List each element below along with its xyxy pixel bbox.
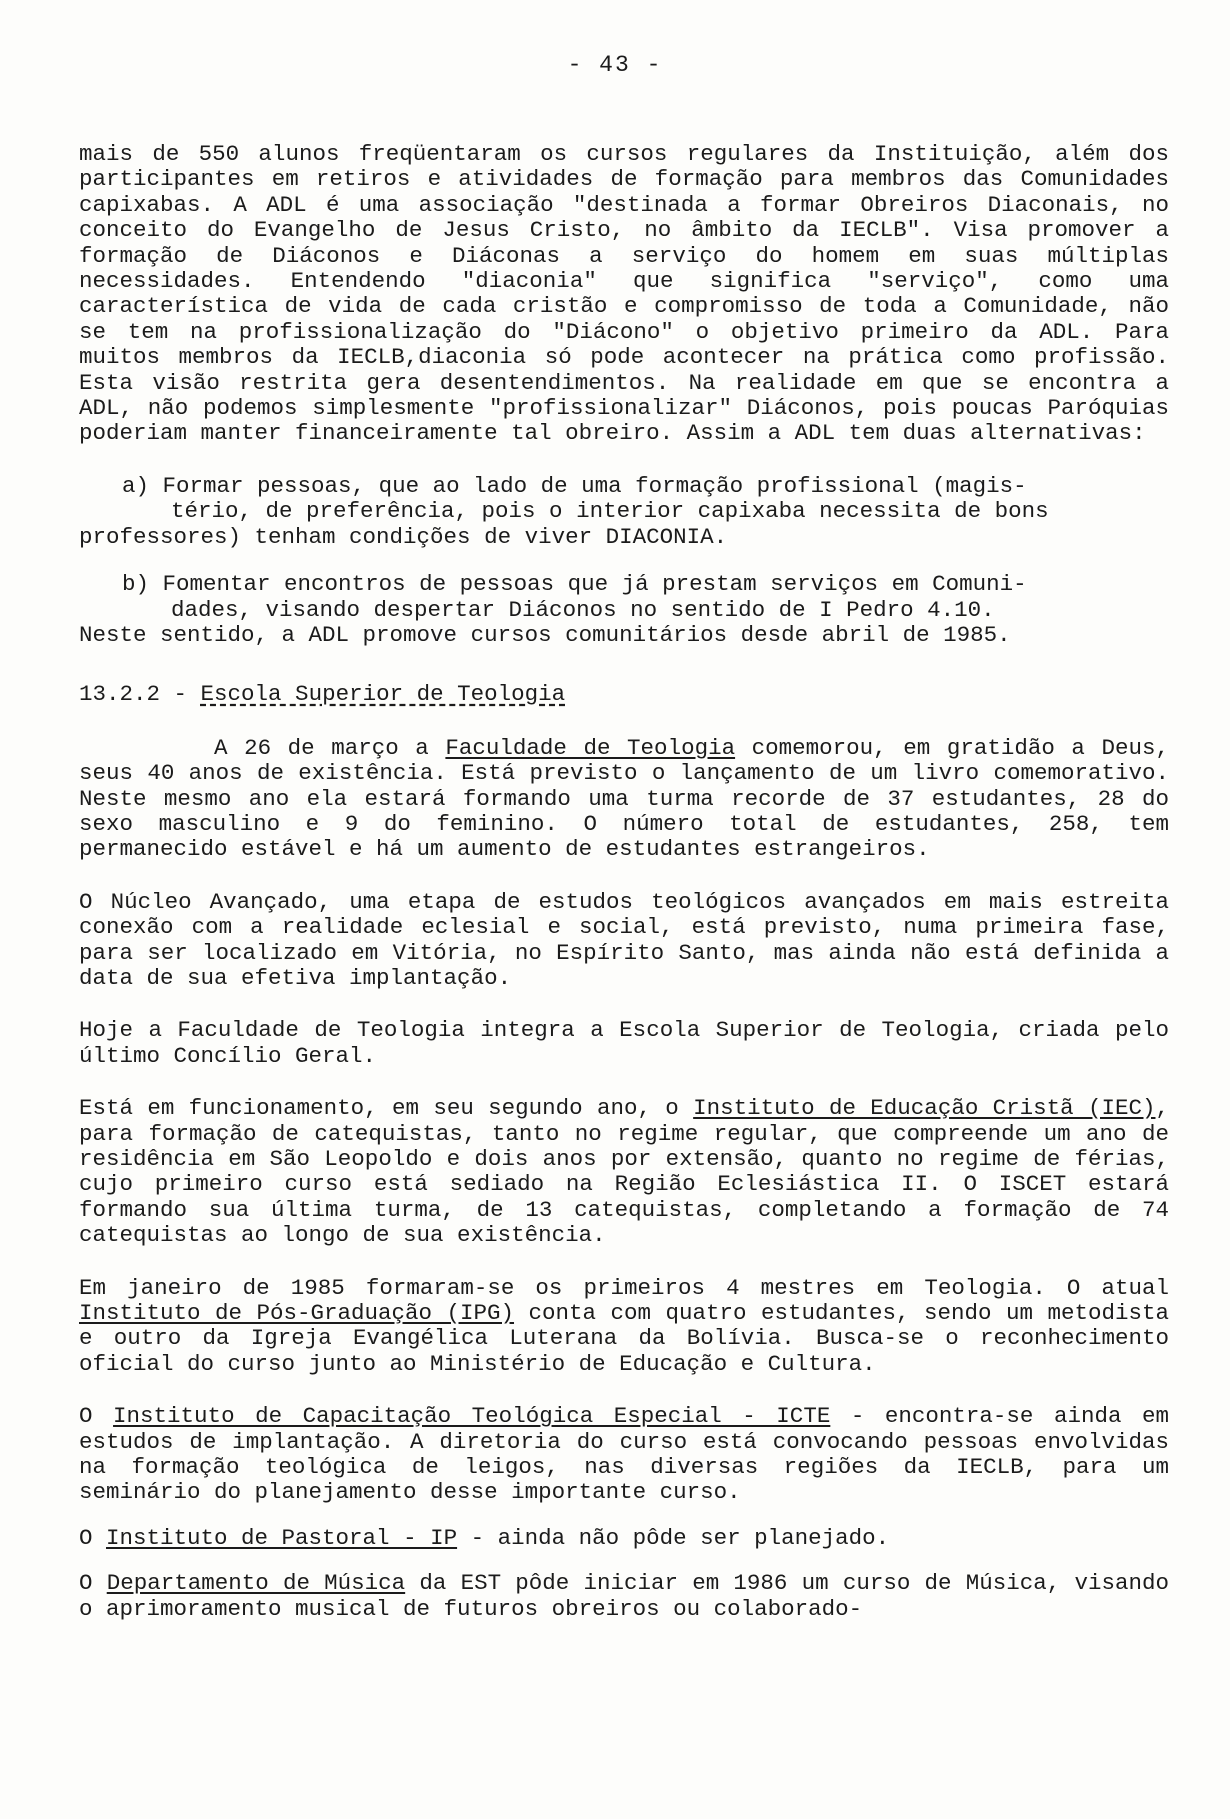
section-heading [79,682,1169,707]
paragraph-icte: O Instituto de Capacitação Teológica Especial - ICTE - encontra-se ainda em estudos de implantação. A diretoria do curso está convocando pessoas envolvidas na formação teológica de leigos, nas diversas regiões da IECLB, para um seminário do planejamento desse importante curso. [79,1403,1169,1506]
intro-paragraph: mais de 550 alunos freqüentaram os cursos regulares da Instituição, além dos participantes em retiros e atividades de formação para membros das Comunidades capixabas. A ADL é uma associação "destinada a formar Obreiros Diaconais, no conceito do Evangelho de Jesus Cristo, no âmbito da IECLB". Visa promover a formação de Diáconos e Diáconas a serviço do homem em suas múltiplas necessidades. Entendendo "diaconia" que significa "serviço", como uma característica de vida de cada cristão e compromisso de toda a Comunidade, não se tem na profissionalização do "Diácono" o objetivo primeiro da ADL. Para muitos membros da IECLB,diaconia só pode acontecer na prática como profissão. Esta visão restrita gera desentendimentos. Na realidade em que se encontra a ADL, não podemos simplesmente "profissionalizar" Diáconos, pois poucas Paróquias poderiam manter financeiramente tal obreiro. Assim a ADL tem duas alternativas: [79,141,1169,447]
paragraph-nucleo: O Núcleo Avançado, uma etapa de estudos teológicos avançados em mais estreita conexão com a realidade eclesial e social, está previsto, numa primeira fase, para ser localizado em Vitória, no Espírito Santo, mas ainda não está definida a data de sua efetiva implantação. [79,888,1169,991]
alternative-text-continued: dades, visando despertar Diáconos no sentido de I Pedro 4.10. [171,596,995,623]
faculdade-de-teologia-term: Faculdade de Teologia [445,734,736,761]
ipg-term: Instituto de Pós-Graduação (IPG) [79,1300,515,1327]
icte-term: Instituto de Capacitação Teológica Especial - ICTE [113,1403,831,1430]
alternative-text: Formar pessoas, que ao lado de uma formação profissional (magis- [162,472,1027,499]
alternative-b [79,572,1169,648]
alternative-text-continued: Neste sentido, a ADL promove cursos comunitários desde abril de 1985. [79,621,1011,648]
alternative-text-continued: tério, de preferência, pois o interior capixaba necessita de bons [171,498,1049,525]
alternative-text: Fomentar encontros de pessoas que já prestam serviços em Comuni- [162,571,1027,598]
paragraph-iec: Está em funcionamento, em seu segundo ano, o Instituto de Educação Cristã (IEC), para formação de catequistas, tanto no regime regular, que compreende um ano de residência em São Leopoldo e dois anos por extensão, quanto no regime de férias, cujo primeiro curso está sediado na Região Eclesiástica II. O ISCET estará formando sua última turma, de 13 catequistas, completando a formação de 74 catequistas ao longo de sua existência. [79,1095,1169,1249]
section-number: 13.2.2 - [79,681,188,708]
paragraph-hoje: Hoje a Faculdade de Teologia integra a Escola Superior de Teologia, criada pelo último Concílio Geral. [79,1017,1169,1069]
alternative-marker: b) [122,571,150,598]
paragraph-ipg: Em janeiro de 1985 formaram-se os primeiros 4 mestres em Teologia. O atual Instituto de Pós-Graduação (IPG) conta com quatro estudantes, sendo um metodista e outro da Igreja Evangélica Luterana da Bolívia. Busca-se o reconhecimento oficial do curso junto ao Ministério de Educação e Cultura. [79,1274,1169,1377]
paragraph-musica: O Departamento de Música da EST pôde iniciar em 1986 um curso de Música, visando o aprimoramento musical de futuros obreiros ou colaborado- [79,1570,1169,1622]
alternative-marker: a) [122,472,150,499]
departamento-de-musica-term: Departamento de Música [106,1570,406,1597]
page-body [79,142,1169,1622]
iec-term: Instituto de Educação Cristã (IEC) [693,1095,1156,1122]
ip-term: Instituto de Pastoral - IP [106,1524,458,1551]
paragraph-faculdade: A 26 de março a Faculdade de Teologia comemorou, em gratidão a Deus, seus 40 anos de existência. Está previsto o lançamento de um livro comemorativo. Neste mesmo ano ela estará formando uma turma recorde de 37 estudantes, 28 do sexo masculino e 9 do feminino. O número total de estudantes, 258, tem permanecido estável e há um aumento de estudantes estrangeiros. [79,734,1169,863]
alternative-text-continued: professores) tenham condições de viver DIACONIA. [79,523,728,550]
paragraph-ip: O Instituto de Pastoral - IP - ainda não pôde ser planejado. [79,1524,890,1551]
section-title: Escola Superior de Teologia [200,681,566,708]
alternative-a [79,474,1169,550]
page-number: - 43 - [567,52,663,78]
